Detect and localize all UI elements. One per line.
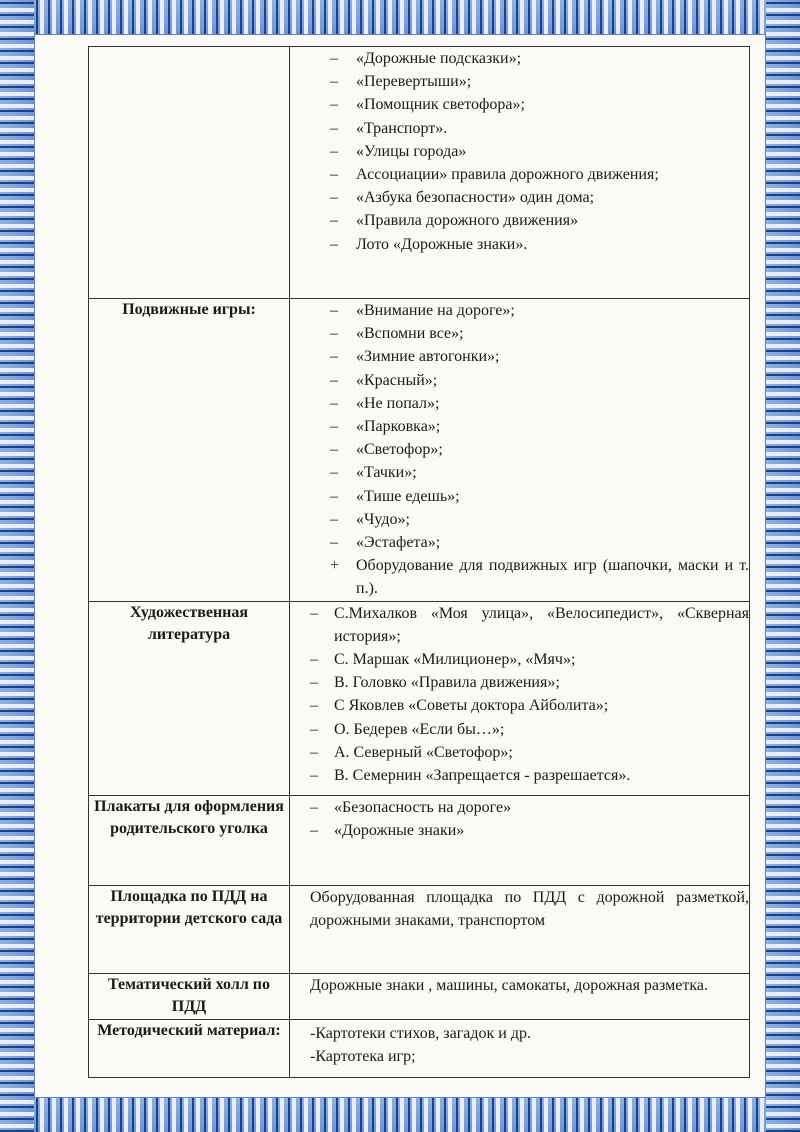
table-row [89, 973, 750, 1019]
list-item: – «Дорожные знаки» [310, 819, 749, 842]
table-row [89, 885, 750, 973]
list-item: – «Вспомни все»; [330, 322, 749, 345]
row-content [290, 1019, 750, 1077]
list-item: – «Азбука безопасности» один дома; [330, 186, 749, 209]
list-item: – «Перевертыши»; [330, 70, 749, 93]
list-item: – «Улицы города» [330, 140, 749, 163]
row-label [89, 47, 290, 299]
table-row [89, 1019, 750, 1077]
table-row [89, 601, 750, 795]
row-content [290, 973, 750, 1019]
row-content [290, 885, 750, 973]
list-item: – Ассоциации» правила дорожного движения; [330, 163, 749, 186]
page-border-bottom [0, 1098, 800, 1132]
row-content [290, 601, 750, 795]
list-item: – С Яковлев «Советы доктора Айболита»; [310, 694, 749, 717]
text-line: -Картотека игр; [310, 1047, 416, 1065]
table-row [89, 299, 750, 602]
page-border-left [0, 0, 34, 1132]
table-row [89, 795, 750, 885]
list-item: – «Не попал»; [330, 392, 749, 415]
playground-description: Оборудованная площадка по ПДД с дорожной разметкой, дорожными знаками, транспортом [310, 888, 749, 929]
themed-hall-description: Дорожные знаки , машины, самокаты, дорожная разметка. [310, 976, 708, 994]
list-item: – «Эстафета»; [330, 531, 749, 554]
list-item: – «Красный»; [330, 369, 749, 392]
literature-list [310, 602, 749, 788]
text-line: -Картотеки стихов, загадок и др. [310, 1024, 531, 1042]
page-border-right [766, 0, 800, 1132]
list-item: – С.Михалков «Моя улица», «Велосипедист», «Скверная история»; [310, 602, 749, 648]
row-label: Методический материал: [89, 1019, 290, 1077]
activities-table [88, 46, 750, 1078]
list-item: – «Транспорт». [330, 117, 749, 140]
list-item: – «Чудо»; [330, 508, 749, 531]
list-item: – «Парковка»; [330, 415, 749, 438]
list-item: – Лото «Дорожные знаки». [330, 233, 749, 256]
list-item: – «Безопасность на дороге» [310, 796, 749, 819]
list-item: – «Внимание на дороге»; [330, 299, 749, 322]
row-content [290, 795, 750, 885]
list-item-equipment: + Оборудование для подвижных игр (шапочки, маски и т. п.). [330, 554, 749, 600]
list-item: – С. Маршак «Милиционер», «Мяч»; [310, 648, 749, 671]
list-item: – «Правила дорожного движения» [330, 209, 749, 232]
row-content [290, 299, 750, 602]
list-item: – «Зимние автогонки»; [330, 345, 749, 368]
posters-list [310, 796, 749, 842]
row-label: Тематический холл по ПДД [89, 973, 290, 1019]
row-label: Подвижные игры: [89, 299, 290, 602]
list-item: – «Тише едешь»; [330, 485, 749, 508]
list-item: – «Светофор»; [330, 438, 749, 461]
outdoor-games-list [330, 299, 749, 601]
row-content [290, 47, 750, 299]
list-item: – «Помощник светофора»; [330, 93, 749, 116]
row-label: Художественная литература [89, 601, 290, 795]
list-item: – А. Северный «Светофор»; [310, 741, 749, 764]
list-item: – О. Бедерев «Если бы…»; [310, 718, 749, 741]
list-item: – «Дорожные подсказки»; [330, 47, 749, 70]
list-item: – В. Семернин «Запрещается - разрешается». [310, 764, 749, 787]
row-label: Площадка по ПДД на территории детского сада [89, 885, 290, 973]
games-list [330, 47, 749, 256]
page-border-top [0, 0, 800, 34]
list-item: – «Тачки»; [330, 461, 749, 484]
list-item: – В. Головко «Правила движения»; [310, 671, 749, 694]
row-label: Плакаты для оформления родительского уголка [89, 795, 290, 885]
table-row [89, 47, 750, 299]
